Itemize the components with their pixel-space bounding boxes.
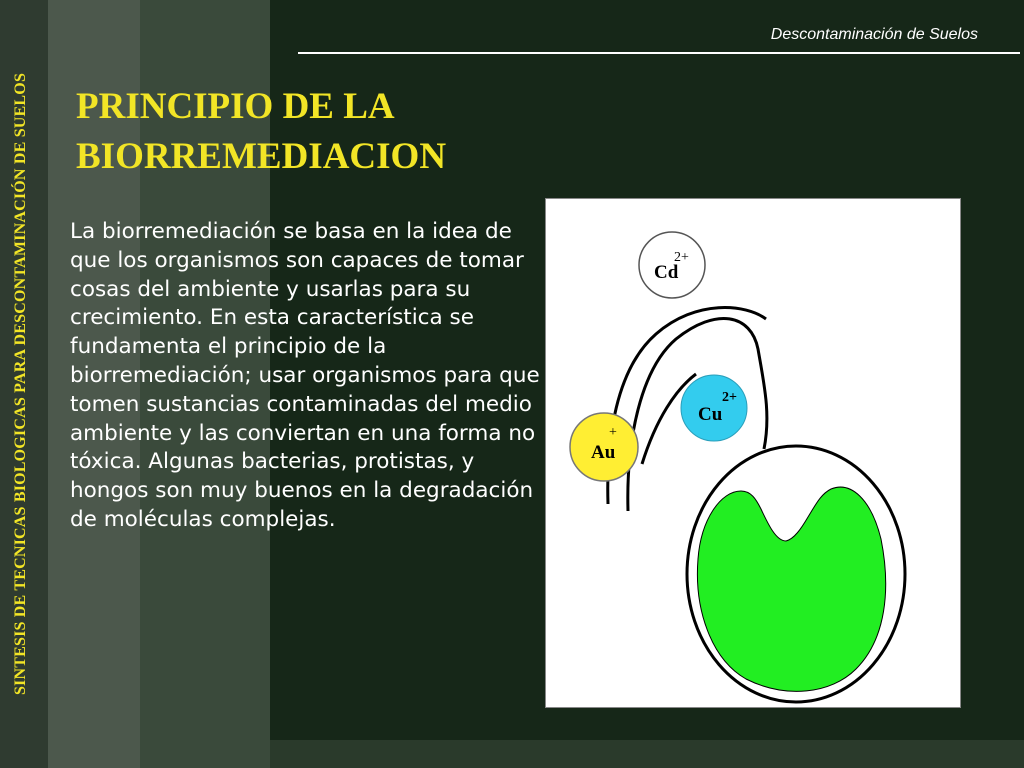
biorremediation-diagram [545,198,961,708]
cu-ion-symbol: Cu [698,404,723,425]
body-paragraph: La biorremediación se basa en la idea de que los organismos son capaces de tomar cosas del ambiente y usarlas para su crecimiento. En esta característica se fundamenta el principio de la biorremediación; usar organismos para que tomen sustancias contaminadas del medio ambiente y las conviertan en una forma no tóxica. Algunas bacterias, protistas, y hongos son muy buenos en la degradación de moléculas complejas. [70,219,540,532]
cd-ion-symbol: Cd [654,262,679,283]
cu-ion-charge: 2+ [722,390,737,405]
side-caption: SINTESIS DE TECNICAS BIOLOGICAS PARA DESCONTAMINACIÓN DE SUELOS [12,72,29,696]
au-ion-symbol: Au [591,442,616,463]
title-line-2: BIORREMEDIACION [76,136,447,177]
au-ion [570,413,638,481]
cd-ion-charge: 2+ [674,250,689,265]
header-title: Descontaminación de Suelos [770,26,978,43]
title-line-1: PRINCIPIO DE LA [76,86,395,127]
slide-title [76,82,576,182]
cu-ion [681,375,747,441]
cd-ion [639,232,705,298]
bottom-strip [270,740,1024,768]
header-divider [298,52,1020,54]
diagram-svg [546,199,960,707]
au-ion-charge: + [609,425,617,440]
